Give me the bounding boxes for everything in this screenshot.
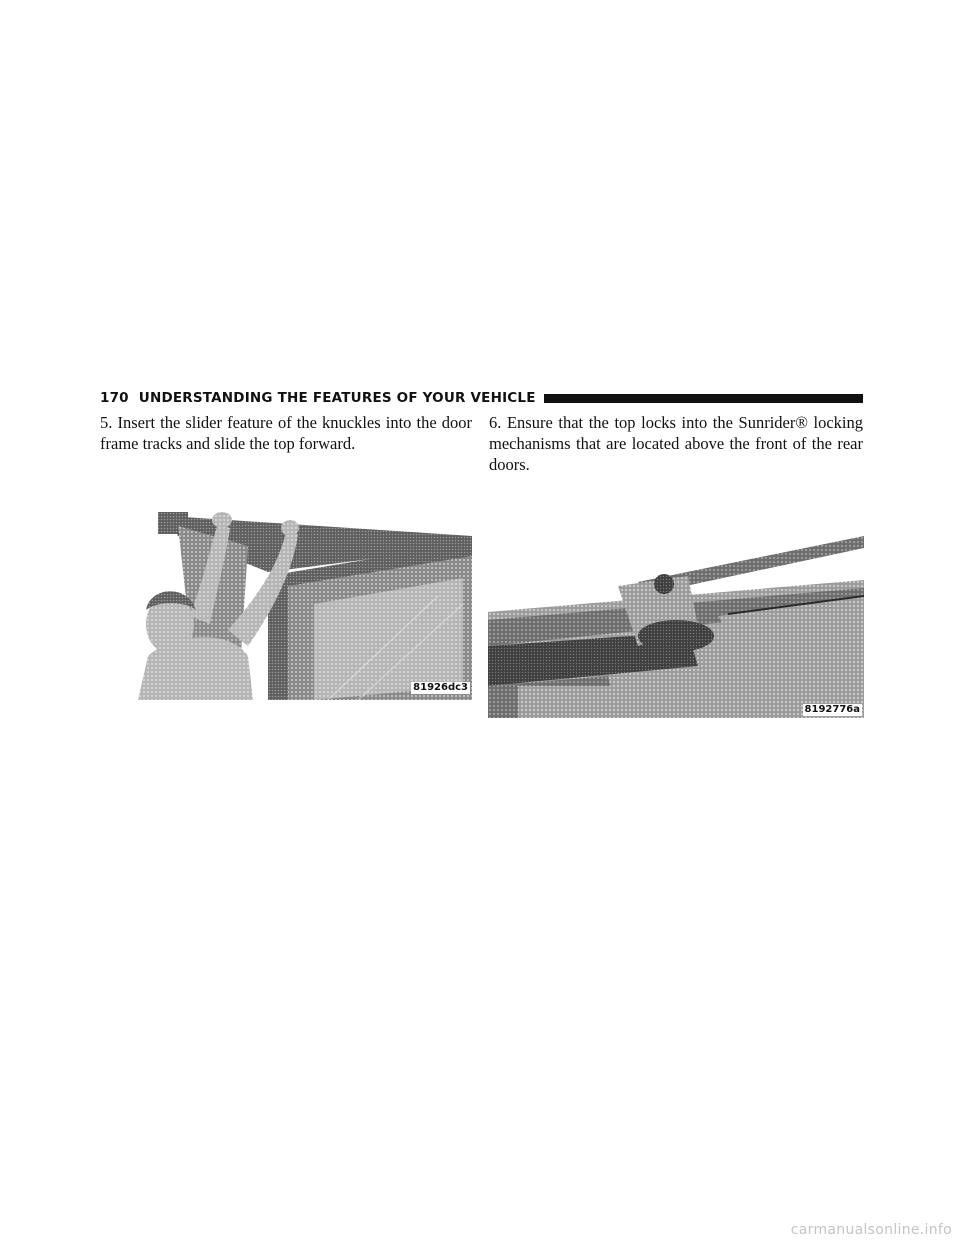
left-column	[100, 412, 472, 454]
header-rule	[544, 394, 863, 403]
figure-person-installing-top	[118, 506, 472, 700]
section-title: UNDERSTANDING THE FEATURES OF YOUR VEHICLE	[138, 390, 536, 406]
figure-code: 8192776a	[804, 704, 860, 715]
figure-code: 81926dc3	[413, 682, 468, 693]
step-6-text: 6. Ensure that the top locks into the Sunrider® locking mechanisms that are located above the front of the rear doors.	[489, 413, 863, 474]
locking-mechanism-illustration	[488, 536, 864, 718]
watermark: carmanualsonline.info	[790, 1222, 952, 1238]
step-5-text: 5. Insert the slider feature of the knuckles into the door frame tracks and slide the top forward.	[100, 413, 472, 453]
figure-locking-mechanism	[488, 536, 864, 718]
page-number: 170	[100, 390, 129, 406]
installation-illustration	[118, 506, 472, 700]
right-column	[489, 412, 863, 475]
running-header	[100, 388, 863, 408]
